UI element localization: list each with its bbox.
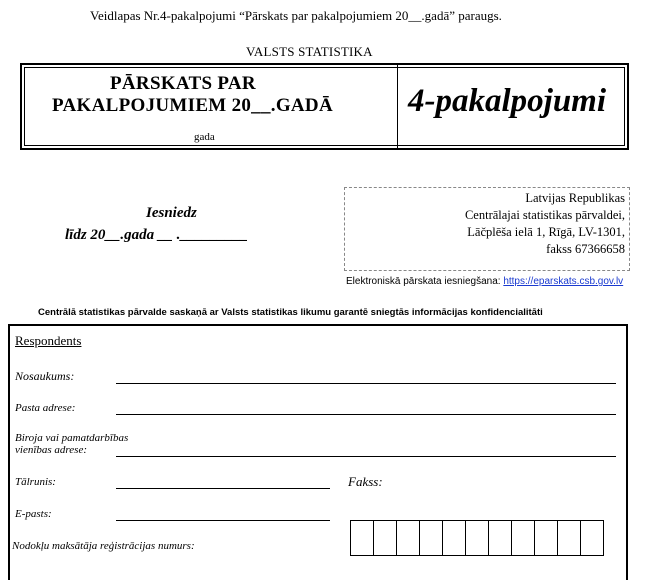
confidentiality-notice: Centrālā statistikas pārvalde saskaņā ar Valsts statistikas likumu garantē sniegtās informācijas konfidencialitāti xyxy=(38,307,543,318)
office-address-label-1: Biroja vai pamatdarbības xyxy=(15,432,129,444)
report-title-line1: PĀRSKATS PAR xyxy=(110,73,256,94)
submit-label: Iesniedz xyxy=(146,205,197,221)
org-label: VALSTS STATISTIKA xyxy=(246,44,373,59)
report-header-box xyxy=(20,63,629,150)
address-line: Lāčplēša ielā 1, Rīgā, LV-1301, xyxy=(467,225,625,239)
tax-digit-cell[interactable] xyxy=(580,520,604,556)
tax-digit-cell[interactable] xyxy=(511,520,535,556)
fax-label: Fakss: xyxy=(348,474,383,489)
postal-address-field[interactable] xyxy=(116,414,616,415)
electronic-submission-label: Elektroniskā pārskata iesniegšana: xyxy=(346,276,501,287)
address-line: Centrālajai statistikas pārvaldei, xyxy=(464,208,625,222)
eparskats-link[interactable]: https://eparskats.csb.gov.lv xyxy=(503,276,624,287)
tax-digit-cell[interactable] xyxy=(396,520,420,556)
tax-digit-cell[interactable] xyxy=(465,520,489,556)
phone-label: Tālrunis: xyxy=(15,476,56,488)
address-line: fakss 67366658 xyxy=(546,242,625,256)
name-label: Nosaukums: xyxy=(15,369,75,383)
postal-address-label: Pasta adrese: xyxy=(15,402,76,414)
tax-digit-cell[interactable] xyxy=(534,520,558,556)
tax-digit-cell[interactable] xyxy=(488,520,512,556)
tax-number-label: Nodokļu maksātāja reģistrācijas numurs: xyxy=(12,540,195,552)
tax-digit-cell[interactable] xyxy=(350,520,374,556)
respondent-heading: Respondents xyxy=(15,333,82,348)
recipient-address-box xyxy=(344,187,630,271)
form-code: 4-pakalpojumi xyxy=(408,83,607,119)
tax-digit-cell[interactable] xyxy=(557,520,581,556)
office-address-field[interactable] xyxy=(116,456,616,457)
email-label: E-pasts: xyxy=(15,508,52,520)
respondent-section xyxy=(8,324,628,580)
tax-number-cells[interactable] xyxy=(350,520,603,556)
report-title-line2: PAKALPOJUMIEM 20__.GADĀ xyxy=(52,95,333,116)
address-line: Latvijas Republikas xyxy=(525,191,625,205)
phone-field[interactable] xyxy=(116,488,330,489)
tax-digit-cell[interactable] xyxy=(419,520,443,556)
submit-deadline: līdz 20__.gada __ ._________ xyxy=(65,227,248,243)
electronic-submission xyxy=(346,276,623,287)
office-address-label-2: vienības adrese: xyxy=(15,444,87,456)
document-title: Veidlapas Nr.4-pakalpojumi “Pārskats par pakalpojumiem 20__.gadā” paraugs. xyxy=(90,8,502,23)
email-field[interactable] xyxy=(116,520,330,521)
tax-digit-cell[interactable] xyxy=(442,520,466,556)
name-field[interactable] xyxy=(116,383,616,384)
report-year-caption: gada xyxy=(194,131,215,143)
tax-digit-cell[interactable] xyxy=(373,520,397,556)
